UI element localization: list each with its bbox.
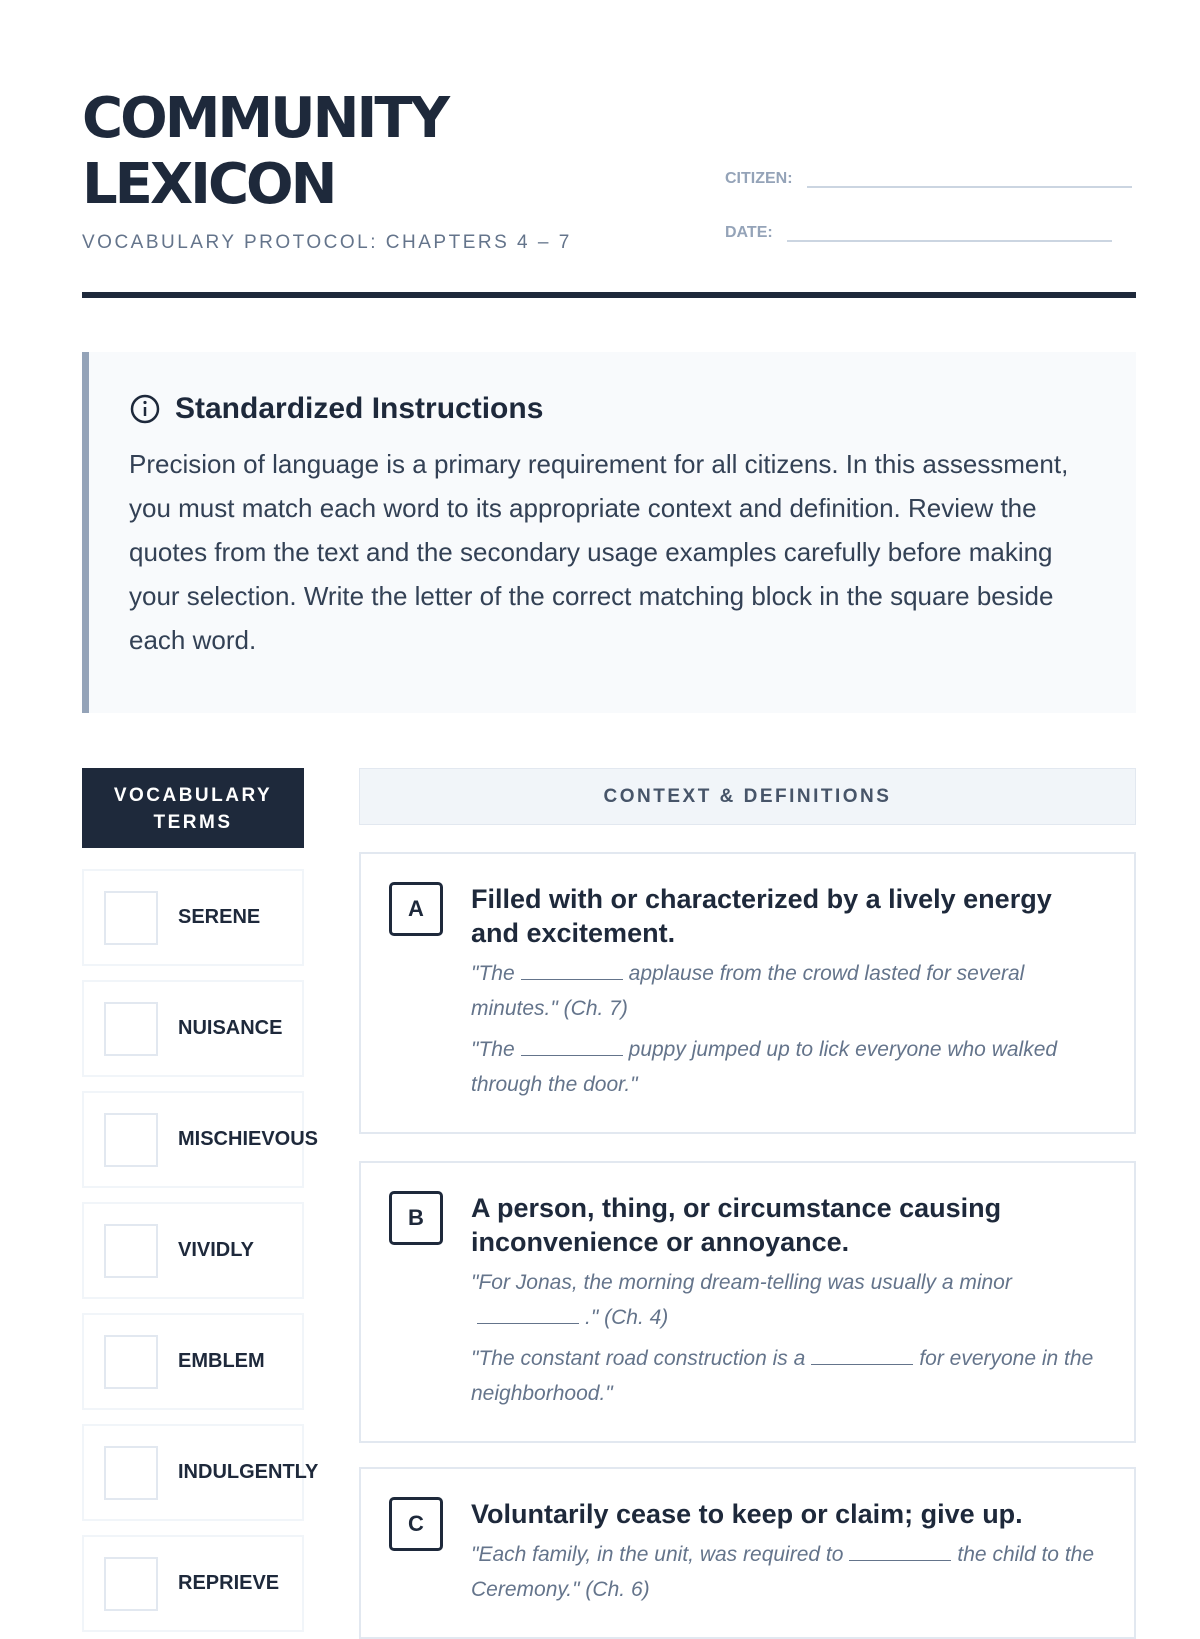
term-label: EMBLEM [178,1350,265,1372]
blank-line [477,1323,579,1324]
quote-text: "The constant road construction is a [471,1347,806,1370]
date-field[interactable] [725,218,1112,242]
title-line: LEXICON [82,152,335,217]
quote-text: "For Jonas, the morning dream-telling was usually a minor [471,1271,1012,1294]
answer-box[interactable] [104,1002,158,1056]
date-label: DATE: [725,224,773,241]
quote-text: ." (Ch. 4) [585,1306,669,1329]
quote-text: applause from the crowd lasted for several minutes." (Ch. 7) [471,962,1025,1020]
example-quote [471,1032,1094,1102]
quote-text: the child to the Ceremony." (Ch. 6) [471,1543,1095,1601]
card-letter: A [389,882,443,936]
term-label: MISCHIEVOUS [178,1128,319,1150]
term-item [82,1313,304,1410]
term-label: REPRIEVE [178,1572,280,1594]
term-label: SERENE [178,906,261,928]
answer-box[interactable] [104,1113,158,1167]
term-item [82,1091,319,1188]
answer-box[interactable] [104,891,158,945]
info-icon [129,393,161,425]
page-title [82,86,542,218]
definition-text: A person, thing, or circumstance causing inconvenience or annoyance. [471,1193,1002,1257]
quote-text: puppy jumped up to lick everyone who walked through the door." [471,1038,1058,1096]
blank-line [849,1560,951,1561]
term-label: VIVIDLY [178,1239,254,1261]
definition-card [359,1467,1136,1639]
citizen-label: CITIZEN: [725,170,793,187]
term-item [82,1535,304,1632]
quote-text: "Each family, in the unit, was required to [471,1543,844,1566]
page-subtitle: VOCABULARY PROTOCOL: CHAPTERS 4 – 7 [82,232,572,253]
definition-text: Voluntarily cease to keep or claim; give up. [471,1499,1023,1529]
definition-card [359,852,1136,1134]
instructions-box [82,352,1136,713]
example-quote [471,1341,1094,1411]
title-line: COMMUNITY [82,86,448,151]
citizen-field[interactable] [725,164,1132,188]
instructions-title: Standardized Instructions [175,392,544,425]
term-item [82,869,304,966]
example-quote [471,1265,1094,1335]
quote-text: "The [471,1038,515,1061]
quote-text: "The [471,962,515,985]
answer-box[interactable] [104,1557,158,1611]
blank-line [521,1055,623,1056]
term-item [82,1202,304,1299]
date-input-line[interactable] [787,218,1112,242]
example-quote [471,956,1094,1026]
answer-box[interactable] [104,1224,158,1278]
example-quote [471,1537,1094,1607]
citizen-input-line[interactable] [807,164,1132,188]
quote-text: for everyone in the neighborhood." [471,1347,1094,1405]
context-definitions-header: CONTEXT & DEFINITIONS [359,768,1136,825]
page-header [82,86,1136,298]
card-letter: B [389,1191,443,1245]
term-label: NUISANCE [178,1017,283,1039]
term-label: INDULGENTLY [178,1461,319,1483]
definition-card [359,1161,1136,1443]
blank-line [521,979,623,980]
blank-line [811,1364,913,1365]
definition-text: Filled with or characterized by a lively energy and excitement. [471,884,1052,948]
answer-box[interactable] [104,1446,158,1500]
card-letter: C [389,1497,443,1551]
vocabulary-terms-header: VOCABULARY TERMS [82,768,304,848]
instructions-body: Precision of language is a primary requirement for all citizens. In this assessment, you must match each word to its appropriate context and definition. Review the quotes from the text and the secondary usage examples carefully before making your selection. Write the letter of the correct matching block in the square beside each word. [129,449,1069,655]
term-item [82,980,304,1077]
term-item [82,1424,319,1521]
answer-box[interactable] [104,1335,158,1389]
